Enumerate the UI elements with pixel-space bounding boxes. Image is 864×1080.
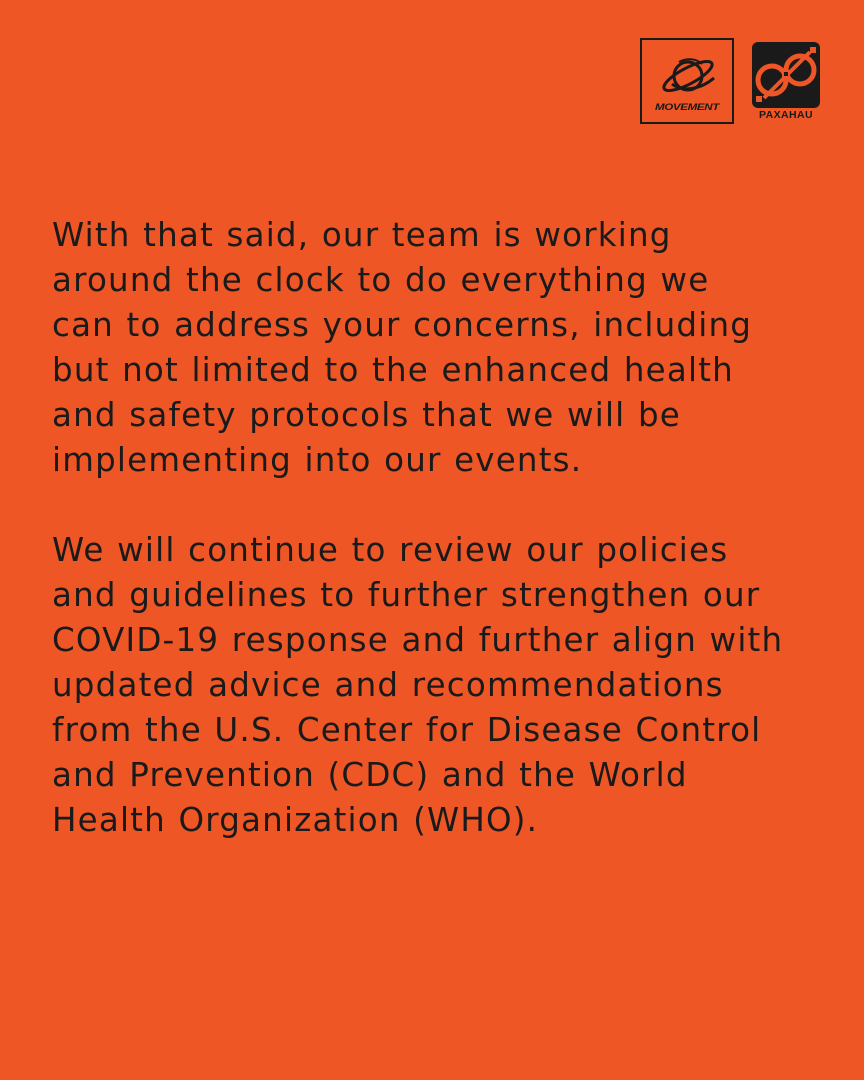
paxahau-logo (751, 42, 821, 122)
paxahau-mark-icon (752, 42, 820, 108)
paxahau-wordmark: PAXAHAU (759, 109, 813, 121)
paragraph-policy-review: We will continue to review our policies and guidelines to further strengthen our COVID-19 response and further align with updated advice and recommendations from the U.S. Center for Disease Control and Prevention (CDC) and the World Health Organization (WHO). (52, 531, 784, 839)
announcement-body (52, 213, 842, 843)
movement-wordmark: MOVEMENT (655, 102, 721, 113)
movement-orbit-icon (642, 40, 732, 122)
paragraph-team-working: With that said, our team is working around the clock to do everything we can to address your concerns, including but not limited to the enhanced health and safety protocols that we will be implementing into our events. (52, 216, 753, 479)
movement-logo (640, 38, 734, 124)
